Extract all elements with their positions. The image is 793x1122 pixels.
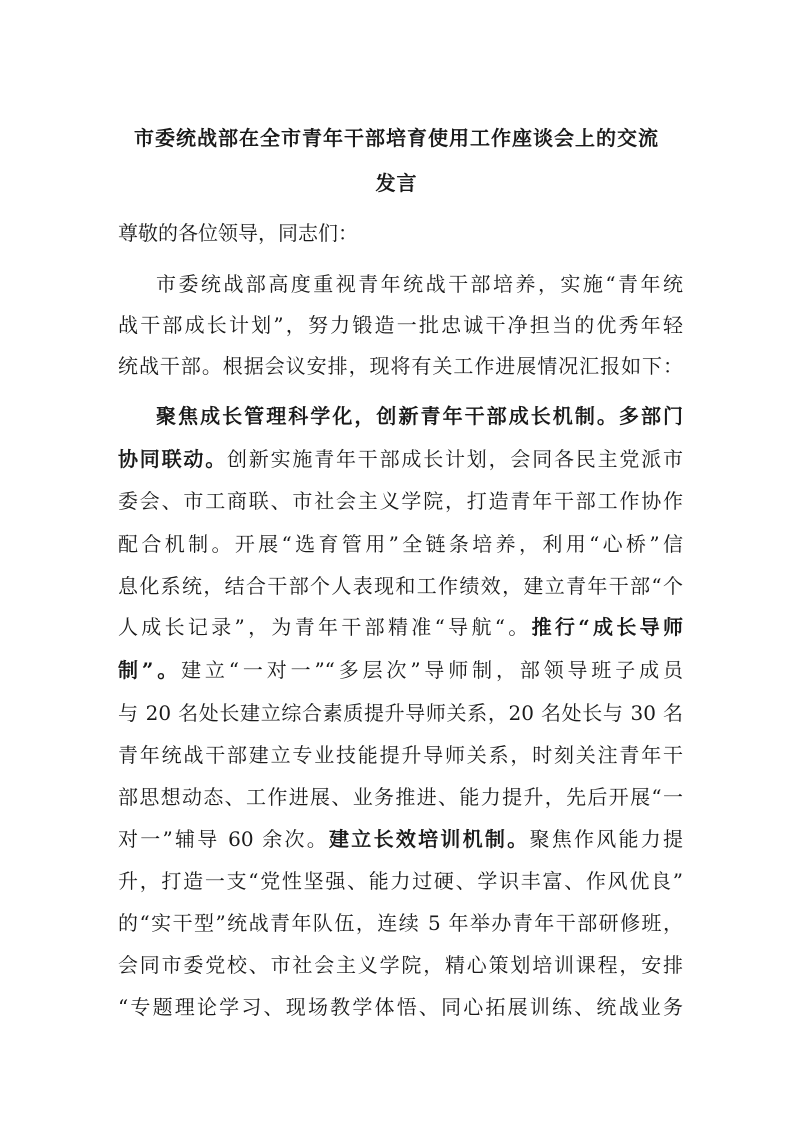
paragraph-2-line-9: 青年统战干部建立专业技能提升导师关系，时刻关注青年干 bbox=[118, 743, 683, 767]
paragraph-2-line-8: 与 20 名处长建立综合素质提升导师关系，20 名处长与 30 名 bbox=[118, 701, 683, 725]
paragraph-1-line-3: 统战干部。根据会议安排，现将有关工作进展情况汇报如下： bbox=[118, 354, 683, 378]
body-text: 聚焦作风能力提 bbox=[529, 827, 683, 851]
paragraph-2-line-6 bbox=[118, 613, 683, 641]
paragraph-2-line-11 bbox=[118, 825, 683, 853]
heading-inline: 建立长效培训机制。 bbox=[329, 827, 530, 851]
paragraph-2-line-5: 息化系统，结合干部个人表现和工作绩效，建立青年干部“个 bbox=[118, 574, 683, 598]
heading-inline: 制”。 bbox=[118, 658, 182, 682]
paragraph-2-line-4: 配合机制。开展“选育管用”全链条培养，利用“心桥”信 bbox=[118, 532, 683, 556]
paragraph-2-line-15: “专题理论学习、现场教学体悟、同心拓展训练、统战业务 bbox=[118, 995, 683, 1019]
body-text: 人成长记录”，为青年干部精准“导航“。 bbox=[118, 615, 532, 639]
paragraph-2-line-12: 升，打造一支“党性坚强、能力过硬、学识丰富、作风优良” bbox=[118, 869, 683, 893]
paragraph-2-line-13: 的“实干型”统战青年队伍，连续 5 年举办青年干部研修班， bbox=[118, 911, 683, 935]
title-line-2: 发言 bbox=[375, 171, 418, 195]
body-text: 建立“一对一”“多层次”导师制，部领导班子成员 bbox=[181, 658, 683, 682]
paragraph-1-line-1: 市委统战部高度重视青年统战干部培养，实施“青年统 bbox=[156, 272, 683, 296]
paragraph-1-line-2: 战干部成长计划”，努力锻造一批忠诚干净担当的优秀年轻 bbox=[118, 313, 683, 337]
body-text: 创新实施青年干部成长计划，会同各民主党派市 bbox=[227, 447, 683, 471]
body-text: 对一”辅导 60 余次。 bbox=[118, 827, 330, 851]
paragraph-2-line-2 bbox=[118, 445, 683, 473]
paragraph-2-line-1: 聚焦成长管理科学化，创新青年干部成长机制。多部门 bbox=[156, 404, 683, 428]
paragraph-2-line-10: 部思想动态、工作进展、业务推进、能力提升，先后开展“一 bbox=[118, 785, 683, 809]
title-line-1: 市委统战部在全市青年干部培育使用工作座谈会上的交流 bbox=[134, 126, 659, 150]
paragraph-2-line-14: 会同市委党校、市社会主义学院，精心策划培训课程，安排 bbox=[118, 953, 683, 977]
paragraph-2-line-7 bbox=[118, 656, 683, 684]
paragraph-2-line-3: 委会、市工商联、市社会主义学院，打造青年干部工作协作 bbox=[118, 489, 683, 513]
salutation: 尊敬的各位领导，同志们： bbox=[118, 221, 358, 245]
heading-inline: 推行“成长导师 bbox=[531, 615, 683, 639]
heading-inline: 协同联动。 bbox=[118, 447, 227, 471]
